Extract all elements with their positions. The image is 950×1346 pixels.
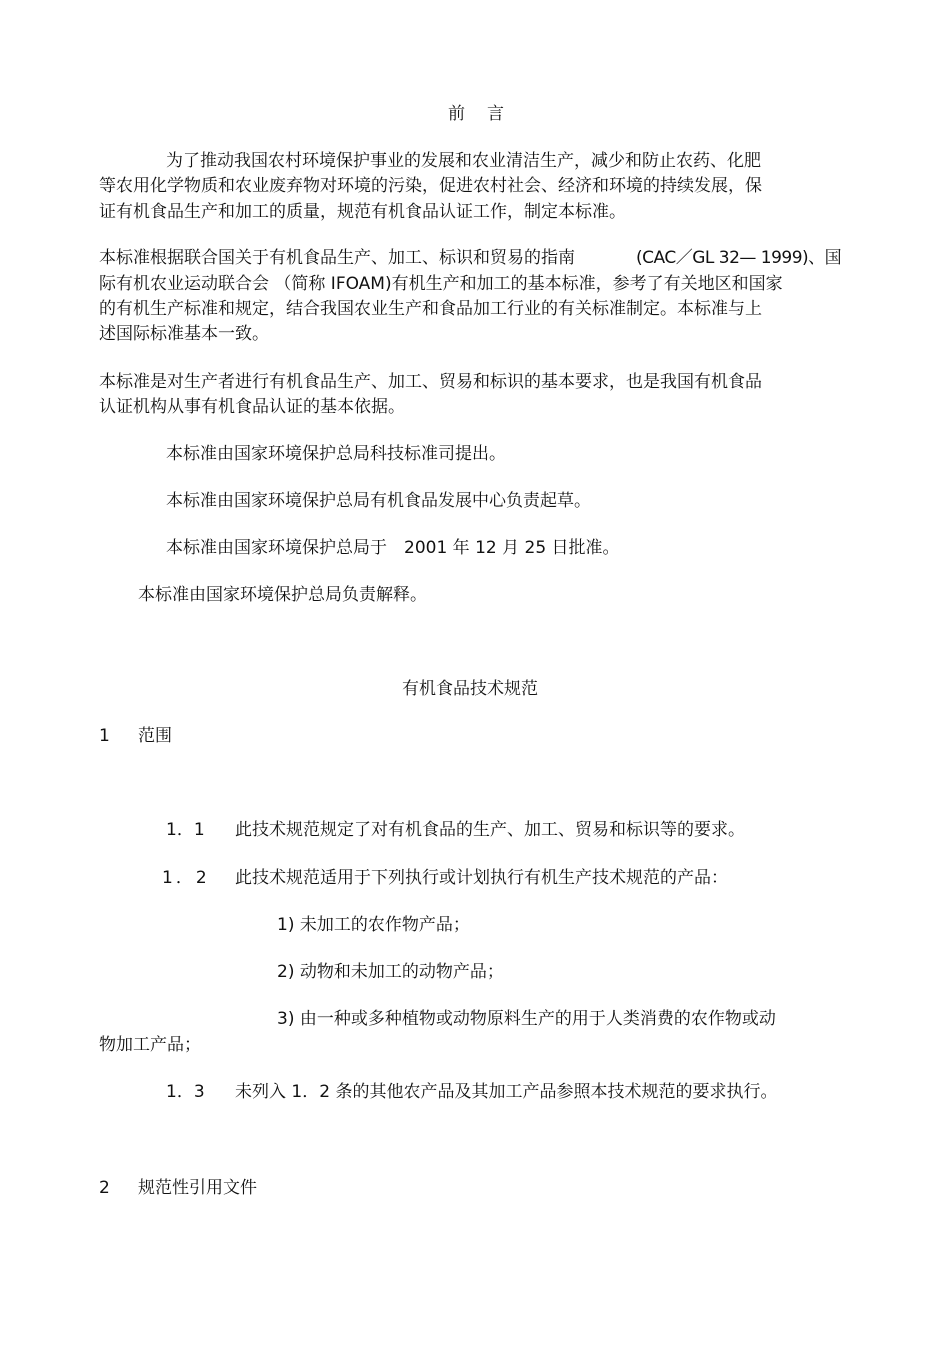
foreword-p2-line4: 述国际标准基本一致。 bbox=[99, 324, 269, 344]
section-1-number: 1 bbox=[99, 726, 110, 746]
section-2-title: 规范性引用文件 bbox=[138, 1178, 257, 1198]
clause-1-2 bbox=[162, 866, 728, 890]
foreword-p3-line2: 认证机构从事有机食品认证的基本依据。 bbox=[99, 397, 405, 417]
clause-1-1-text: 此技术规范规定了对有机食品的生产、加工、贸易和标识等的要求。 bbox=[235, 820, 745, 840]
foreword-p2-line2: 际有机农业运动联合会 （简称 IFOAM)有机生产和加工的基本标准，参考了有关地区和国家 bbox=[99, 274, 783, 294]
foreword-p2-line3: 的有机生产标准和规定，结合我国农业生产和食品加工行业的有关标准制定。本标准与上 bbox=[99, 299, 762, 319]
foreword-title bbox=[448, 102, 504, 126]
section-1-title: 范围 bbox=[138, 726, 172, 746]
foreword-title-char1: 前 bbox=[448, 104, 465, 124]
list-item-continuation: 物加工产品； bbox=[99, 1035, 201, 1055]
clause-1-1 bbox=[166, 818, 745, 842]
foreword-p5: 本标准由国家环境保护总局有机食品发展中心负责起草。 bbox=[166, 491, 591, 511]
clause-1-3-number: 1．3 bbox=[166, 1082, 205, 1102]
foreword-p7: 本标准由国家环境保护总局负责解释。 bbox=[138, 585, 427, 605]
foreword-title-char2: 言 bbox=[487, 104, 504, 124]
section-2-heading bbox=[99, 1176, 257, 1200]
section-2-number: 2 bbox=[99, 1178, 110, 1198]
clause-1-2-number: 1．2 bbox=[162, 868, 210, 888]
foreword-p4: 本标准由国家环境保护总局科技标准司提出。 bbox=[166, 444, 506, 464]
clause-1-1-number: 1．1 bbox=[166, 820, 205, 840]
list-item: 2) 动物和未加工的动物产品； bbox=[277, 962, 504, 982]
spec-title: 有机食品技术规范 bbox=[402, 679, 538, 699]
foreword-p1-line3: 证有机食品生产和加工的质量，规范有机食品认证工作，制定本标准。 bbox=[99, 202, 626, 222]
list-item: 3) 由一种或多种植物或动物原料生产的用于人类消费的农作物或动 bbox=[277, 1009, 776, 1029]
clause-1-3-text: 未列入 1．2 条的其他农产品及其加工产品参照本技术规范的要求执行。 bbox=[235, 1082, 778, 1102]
foreword-p1-line2: 等农用化学物质和农业废弃物对环境的污染，促进农村社会、经济和环境的持续发展，保 bbox=[99, 176, 762, 196]
foreword-p2-line1a: 本标准根据联合国关于有机食品生产、加工、标识和贸易的指南 bbox=[99, 248, 575, 268]
list-item: 1) 未加工的农作物产品； bbox=[277, 915, 470, 935]
foreword-p3-line1: 本标准是对生产者进行有机食品生产、加工、贸易和标识的基本要求，也是我国有机食品 bbox=[99, 372, 762, 392]
section-1-heading bbox=[99, 724, 172, 748]
foreword-p2-line1b: (CAC／GL 32— 1999)、国 bbox=[636, 248, 842, 268]
clause-1-2-text: 此技术规范适用于下列执行或计划执行有机生产技术规范的产品： bbox=[235, 868, 728, 888]
foreword-p1-line1: 为了推动我国农村环境保护事业的发展和农业清洁生产，减少和防止农药、化肥 bbox=[166, 151, 761, 171]
foreword-p6: 本标准由国家环境保护总局于 2001 年 12 月 25 日批准。 bbox=[166, 538, 620, 558]
clause-1-3 bbox=[166, 1080, 778, 1104]
